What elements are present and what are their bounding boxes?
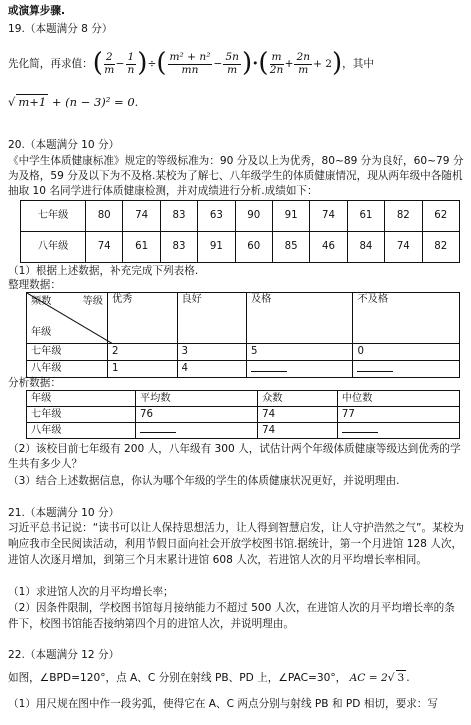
- blank-cell: [136, 423, 258, 439]
- minus-sign: −: [213, 57, 223, 70]
- stat-cell: 76: [136, 407, 258, 423]
- q21-sub1: （1）求进馆人次的月平均增长率；: [8, 586, 174, 598]
- q20-title: 20.（本题满分 10 分）: [8, 139, 120, 151]
- ac-label: AC = 2: [349, 672, 388, 684]
- score-cell: 46: [310, 232, 347, 263]
- scores-table: [20, 200, 460, 263]
- q22-title: 22.（本题满分 12 分）: [8, 649, 120, 661]
- plus-sign: +: [284, 57, 294, 70]
- col-header: 年级: [27, 391, 136, 407]
- score-cell: 83: [160, 201, 197, 232]
- diagonal-header-cell: [27, 293, 108, 344]
- table-row: [27, 423, 460, 439]
- q22-line1: 如图，∠BPD=120°，点 A、C 分别在射线 PB、PD 上，∠PAC=30°， AC = 2√ 3 .: [8, 672, 410, 684]
- q19-expression: [8, 44, 374, 84]
- table-row: [21, 201, 460, 232]
- q22-sub1: （1）用尺规在图中作一段劣弧，使得它在 A、C 两点分别与射线 PB 和 PD 相切，要求：写: [8, 698, 438, 710]
- score-cell: 74: [310, 201, 347, 232]
- fraction-2-over-m: $\frac{2}{m}$: [104, 50, 115, 76]
- score-cell: 60: [235, 232, 272, 263]
- score-cell: 61: [347, 201, 384, 232]
- col-header: 良好: [177, 293, 247, 344]
- row-label: 七年级: [27, 407, 136, 423]
- header-frequency: 频数: [31, 296, 52, 307]
- close-paren-1: ): [137, 48, 148, 79]
- score-cell: 63: [198, 201, 235, 232]
- score-cell: 91: [272, 201, 309, 232]
- q21-sub2: （2）因条件限制，学校图书馆每月接纳能力不超过 500 人次，在进馆人次的月平均增长率的条件下，校图书馆能否接纳第四个月的进馆人次，并说明理由。: [8, 602, 455, 630]
- score-cell: 82: [385, 201, 422, 232]
- sqrt-3: 3: [397, 672, 405, 684]
- minus-sign: −: [115, 57, 125, 70]
- count-cell: 3: [177, 344, 247, 361]
- count-cell: 2: [108, 344, 178, 361]
- plus-two: + 2: [313, 57, 333, 70]
- row-label: 八年级: [27, 423, 136, 439]
- answer-blank: [251, 362, 287, 372]
- score-cell: 82: [422, 232, 459, 263]
- table-row: [27, 293, 460, 344]
- row-label: 八年级: [21, 232, 86, 263]
- score-cell: 62: [422, 201, 459, 232]
- sqrt-m-plus-1: m+1: [18, 95, 47, 109]
- open-paren-2: (: [156, 48, 167, 79]
- count-cell: 4: [177, 361, 247, 378]
- score-cell: 91: [198, 232, 235, 263]
- header-grade: 年级: [31, 327, 52, 339]
- fraction-m-over-2n: $\frac{m}{2n}$: [269, 50, 284, 76]
- col-header: 众数: [258, 391, 338, 407]
- blank-cell: [337, 423, 459, 439]
- col-header: 优秀: [108, 293, 178, 344]
- q21-paragraph: 习近平总书记说：“读书可以让人保持思想活力，让人得到智慧启发，让人守护浩然之气”。某校为响应我市全民阅读活动，利用节假日面向社会开放学校图书馆.据统计，第一个月进馆 128 人次，进馆人次逐月增加，到第三个月末累计进馆 608 人次，若进馆人次的月平均增长率相同。: [8, 522, 464, 566]
- q19-title: 19.（本题满分 8 分）: [8, 23, 113, 35]
- organize-label: 整理数据：: [8, 279, 61, 291]
- condition-rest: + (n − 3)² = 0.: [51, 95, 139, 109]
- fraction-m2n2-over-mn: $\frac{\text{m² + n²}}{mn}$: [169, 50, 211, 76]
- multiply-dot: •: [252, 57, 259, 70]
- row-label: 八年级: [27, 361, 108, 378]
- score-cell: 74: [385, 232, 422, 263]
- stat-cell: 74: [258, 407, 338, 423]
- answer-blank: [342, 423, 378, 433]
- score-cell: 74: [123, 201, 160, 232]
- stat-cell: 74: [258, 423, 338, 439]
- ac-end: .: [406, 672, 410, 684]
- score-cell: 90: [235, 201, 272, 232]
- score-cell: 83: [160, 232, 197, 263]
- table-row: [27, 361, 460, 378]
- q19-condition: √ m+1 + (n − 3)² = 0.: [8, 95, 139, 109]
- table-row: [27, 391, 460, 407]
- col-header: 不及格: [353, 293, 460, 344]
- table-row: [21, 232, 460, 263]
- count-cell: 1: [108, 361, 178, 378]
- col-header: 中位数: [337, 391, 459, 407]
- row-label: 七年级: [21, 201, 86, 232]
- stat-cell: 77: [337, 407, 459, 423]
- fraction-1-over-n: $\frac{1}{n}$: [127, 50, 135, 76]
- row-label: 七年级: [27, 344, 108, 361]
- q20-sub3: （3）结合上述数据信息，你认为哪个年级的学生的体质健康状况更好，并说明理由.: [8, 475, 400, 487]
- table-row: [27, 407, 460, 423]
- divide-sign: ÷: [147, 57, 157, 70]
- open-paren-3: (: [258, 48, 269, 79]
- q22-line1-text: 如图，∠BPD=120°，点 A、C 分别在射线 PB、PD 上，∠PAC=30°，: [8, 672, 347, 684]
- q20-paragraph: 《中学生体质健康标准》规定的等级标准为：90 分及以上为优秀，80~89 分为良好，60~79 分为及格，59 分及以下为不及格.某校为了解七、八年级学生的体质健康情况，现从两年级中各随机抽取 10 名同学进行体质健康检测，并对成绩进行分析.成绩如下：: [8, 155, 464, 198]
- score-cell: 85: [272, 232, 309, 263]
- answer-blank: [140, 423, 176, 433]
- fraction-5n-over-m: $\frac{5n}{m}$: [225, 50, 239, 76]
- q20-sub2: （2）该校目前七年级有 200 人，八年级有 300 人，试估计两个年级体质健康等级达到优秀的学生共有多少人？: [8, 443, 461, 471]
- open-paren-1: (: [92, 48, 103, 79]
- blank-cell: [247, 361, 353, 378]
- analysis-label: 分析数据：: [8, 377, 61, 389]
- fraction-2n-over-m: $\frac{2n}{m}$: [296, 50, 311, 76]
- answer-blank: [357, 362, 393, 372]
- organize-table: [26, 292, 460, 378]
- q20-sub1: （1）根据上述数据，补充完成下列表格.: [8, 265, 199, 277]
- blank-cell: [353, 361, 460, 378]
- analysis-table: [26, 390, 460, 439]
- score-cell: 80: [86, 201, 123, 232]
- col-header: 及格: [247, 293, 353, 344]
- score-cell: 74: [86, 232, 123, 263]
- q19-prefix: 先化简，再求值：: [8, 57, 93, 70]
- header-line: 或演算步骤.: [8, 5, 65, 17]
- score-cell: 84: [347, 232, 384, 263]
- col-header: 平均数: [136, 391, 258, 407]
- table-row: [27, 344, 460, 361]
- count-cell: 0: [353, 344, 460, 361]
- count-cell: 5: [247, 344, 353, 361]
- q19-suffix: ，其中: [342, 57, 374, 70]
- score-cell: 61: [123, 232, 160, 263]
- close-paren-2: ): [241, 48, 253, 79]
- header-level: 等级: [82, 296, 103, 307]
- q21-title: 21.（本题满分 10 分）: [8, 507, 120, 519]
- close-paren-3: ): [332, 48, 343, 79]
